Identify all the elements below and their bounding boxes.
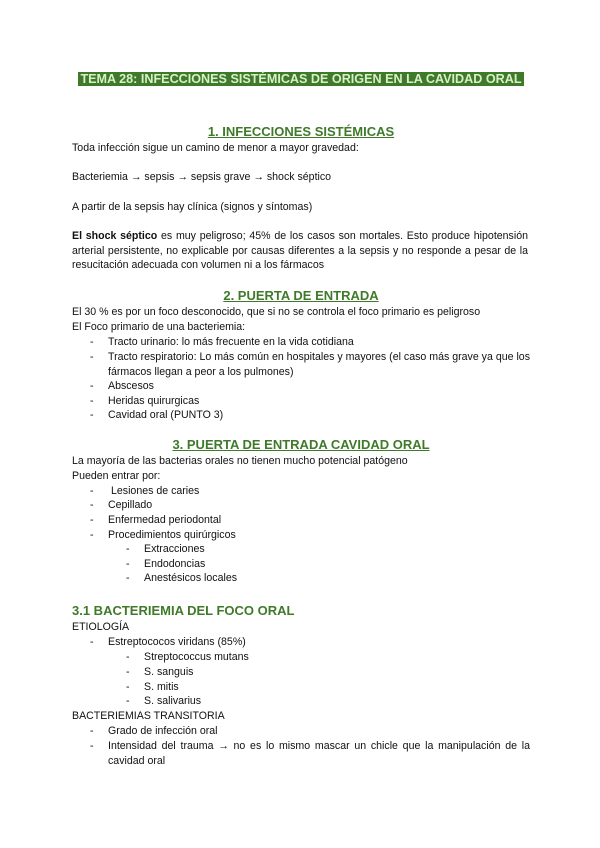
s1-paragraph-4: El shock séptico es muy peligroso; 45% de los casos son mortales. Esto produce hipotensión arterial persistente, no explicable por causas diferentes a la sepsis y no responde a pesar de la resucitación adecuada con volumen ni a los fármacos (72, 230, 528, 272)
s1-paragraph-2: Bacteriemia → sepsis → sepsis grave → shock séptico (72, 171, 332, 183)
section-2-heading: 2. PUERTA DE ENTRADA (223, 288, 379, 303)
s3-paragraph-1: La mayoría de las bacterias orales no tienen mucho potencial patógeno (72, 455, 408, 467)
s1-paragraph-3: A partir de la sepsis hay clínica (signos y síntomas) (72, 201, 313, 213)
list-item: - Intensidad del trauma → no es lo mismo mascar un chicle que la manipulación de la cavidad oral (90, 740, 530, 767)
document-title: TEMA 28: INFECCIONES SISTÉMICAS DE ORIGEN EN LA CAVIDAD ORAL (80, 72, 522, 86)
section-3-1-heading: 3.1 BACTERIEMIA DEL FOCO ORAL (72, 603, 295, 618)
s2-paragraph-2: El Foco primario de una bacteriemia: (72, 321, 246, 333)
section-3-heading: 3. PUERTA DE ENTRADA CAVIDAD ORAL (172, 437, 430, 452)
etiologia-label: ETIOLOGÍA (72, 621, 130, 633)
s2-paragraph-1: El 30 % es por un foco desconocido, que si no se controla el foco primario es peligroso (72, 306, 481, 318)
transitoria-label: BACTERIEMIAS TRANSITORIA (72, 710, 225, 722)
s1-paragraph-1: Toda infección sigue un camino de menor a mayor gravedad: (72, 142, 359, 154)
shock-septico-term: El shock séptico (72, 230, 158, 242)
s3-paragraph-2: Pueden entrar por: (72, 470, 161, 482)
section-1-heading: 1. INFECCIONES SISTÉMICAS (207, 124, 395, 139)
document-page: TEMA 28: INFECCIONES SISTÉMICAS DE ORIGEN EN LA CAVIDAD ORAL 1. INFECCIONES SISTÉMICAS Toda infección sigue un camino de menor a mayor gravedad: Bacteriemia → sepsis → sepsis grave → shock séptico A partir de la sepsis hay clínica (signos y síntomas) El shock séptico es muy peligroso; 45% de los casos son mortales. Esto produce hipotensión arterial persistente, no explicable por causas diferentes a la sepsis y no responde a pesar de la resucitación adecuada con volumen ni a los fármacos 2. PUERTA DE ENTRADA El 30 % es por un foco desconocido, que si no se controla el foco primario es peligroso El Foco primario de una bacteriemia: - Tracto urinario: lo más frecuente en la vida cotidiana - Tracto respiratorio: Lo más común en hospitales y mayores (el caso más grave ya que los fármacos llegan a peor a los pulmones) - Abscesos - Heridas quirurgicas - Cavidad oral (PUNTO 3) 3. PUERTA DE ENTRADA CAVIDAD ORAL La mayoría de las bacterias orales no tienen mucho potencial patógeno Pueden entrar por: - Lesiones de caries - Cepillado - Enfermedad periodontal - Procedimientos quirúrgicos - Extracciones - Endodoncias - Anestésicos locales 3.1 BACTERIEMIA DEL FOCO ORAL ETIOLOGÍA - Estreptococos viridans (85%) - Streptococcus mutans - S. sanguis - S. mitis - S. salivarius BACTERIEMIAS TRANSITORIA - Grado de infección oral - Intensidad del trauma → no es lo mismo mascar un chicle que la manipulación de la cavidad oral (72, 72, 530, 767)
list-item: - Tracto respiratorio: Lo más común en hospitales y mayores (el caso más grave ya que los fármacos llegan a peor a los pulmones) (90, 351, 530, 378)
